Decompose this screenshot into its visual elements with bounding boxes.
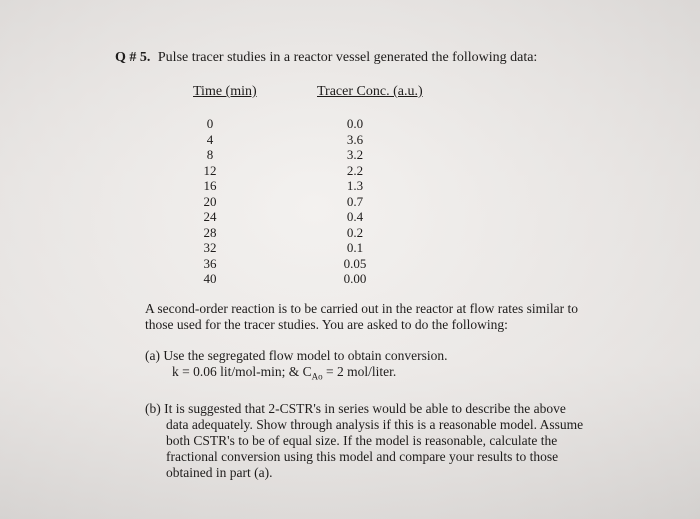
params-text: k = 0.06 lit/mol-min; & C — [172, 364, 312, 379]
time-cell: 28 — [203, 224, 217, 240]
conc-cell: 2.2 — [346, 162, 364, 178]
conc-cell: 1.3 — [346, 178, 364, 193]
conc-cell: 0.00 — [343, 271, 367, 286]
time-column-header: Time (min) — [193, 84, 257, 99]
time-cell: 40 — [203, 271, 217, 286]
conc-cell: 3.6 — [346, 131, 364, 147]
time-column — [180, 116, 240, 287]
time-cell: 24 — [203, 209, 217, 224]
part-a-line: (a) Use the segregated flow model to obtain conversion. — [145, 348, 448, 363]
time-cell: 8 — [206, 147, 214, 162]
time-cell: 36 — [203, 255, 217, 271]
conc-cell: 0.4 — [346, 209, 364, 224]
intro-line: A second-order reaction is to be carried out in the reactor at flow rates similar to — [145, 301, 578, 316]
time-cell: 20 — [203, 193, 217, 209]
conc-column — [330, 116, 380, 287]
conc-cell: 0.0 — [346, 116, 364, 131]
conc-cell: 0.05 — [343, 255, 367, 271]
conc-cell: 0.1 — [346, 240, 364, 255]
time-cell: 0 — [206, 116, 214, 131]
part-b-line: obtained in part (a). — [166, 465, 273, 480]
question-text: Pulse tracer studies in a reactor vessel generated the following data: — [157, 50, 538, 65]
time-cell: 4 — [206, 131, 214, 147]
time-cell: 12 — [203, 162, 217, 178]
part-b-line: both CSTR's to be of equal size. If the model is reasonable, calculate the — [166, 433, 558, 448]
conc-cell: 0.7 — [346, 193, 364, 209]
question-number: Q # 5. — [115, 50, 151, 65]
cao-subscript: Ao — [311, 371, 323, 382]
params-text-end: = 2 mol/liter. — [322, 364, 397, 379]
conc-column-header: Tracer Conc. (a.u.) — [317, 84, 423, 99]
intro-paragraph — [145, 301, 615, 333]
part-b-line: (b) It is suggested that 2-CSTR's in series would be able to describe the above — [145, 401, 566, 416]
part-b — [145, 401, 615, 481]
part-b-line: fractional conversion using this model and compare your results to those — [166, 449, 559, 464]
part-a — [145, 348, 615, 385]
conc-cell: 0.2 — [346, 224, 364, 240]
time-cell: 32 — [203, 240, 217, 255]
part-b-line: data adequately. Show through analysis if this is a reasonable model. Assume — [166, 417, 584, 432]
question-heading — [115, 50, 537, 66]
time-cell: 16 — [203, 178, 217, 193]
conc-cell: 3.2 — [346, 147, 364, 162]
intro-line: those used for the tracer studies. You are asked to do the following: — [145, 317, 508, 332]
part-a-params — [145, 364, 615, 385]
